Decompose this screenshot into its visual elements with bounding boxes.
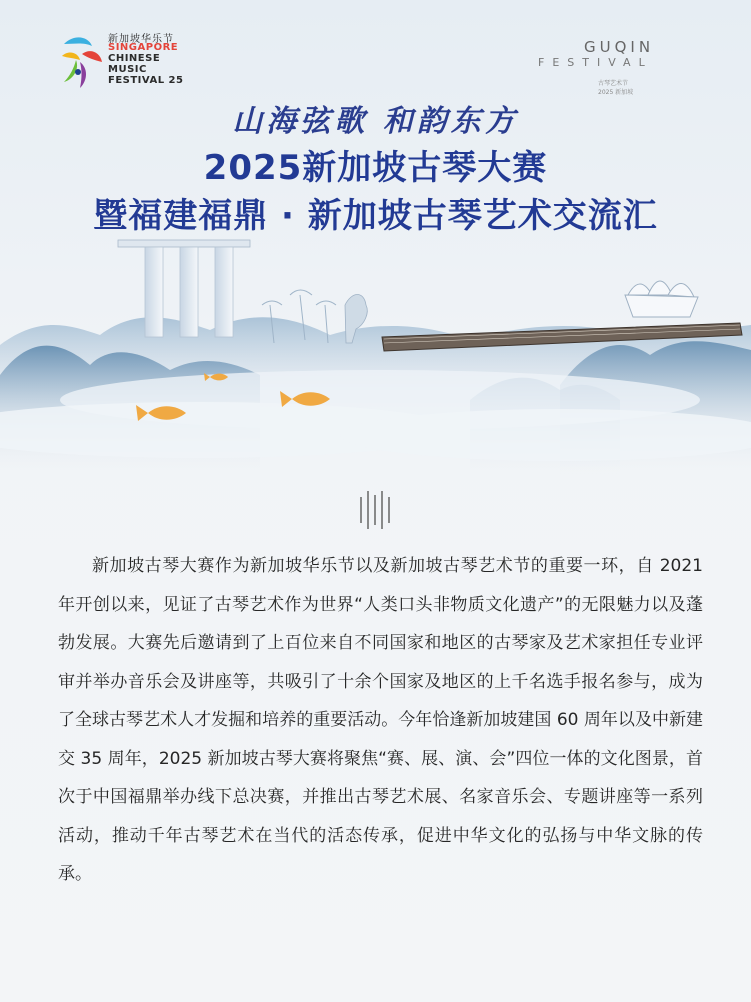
event-title-line-1: 2025新加坡古琴大赛 — [203, 148, 548, 188]
guqin-logo-caption — [598, 78, 633, 96]
landscape-illustration — [0, 225, 751, 475]
festival-name-line: MUSIC — [108, 64, 147, 75]
guqin-festival-logo — [538, 34, 706, 96]
calligraphy-slogan: 山海弦歌 和韵东方 — [232, 104, 519, 139]
guqin-logo-top-word: GUQIN — [584, 38, 655, 56]
festival-chinese-name: 新加坡华乐节 — [108, 34, 174, 45]
guqin-logo-bottom-word: FESTIVAL — [538, 56, 653, 69]
festival-name-line: CHINESE — [108, 53, 161, 64]
guqin-caption-line: 古琴艺术节 — [598, 80, 629, 87]
festival-english-name — [108, 42, 183, 86]
festival-name-line: SINGAPORE — [108, 42, 179, 53]
event-title-line-2: 暨福建福鼎 · 新加坡古琴艺术交流汇 — [93, 196, 658, 236]
festival-name-line: FESTIVAL 25 — [108, 75, 184, 86]
singapore-chinese-music-festival-logo — [58, 28, 198, 94]
guqin-caption-line: 2025 新加坡 — [598, 89, 634, 96]
festival-emblem-icon — [58, 32, 104, 90]
intro-paragraph: 新加坡古琴大赛作为新加坡华乐节以及新加坡古琴艺术节的重要一环，自 2021 年开创以来，见证了古琴艺术作为世界“人类口头非物质文化遗产”的无限魅力以及蓬勃发展。大赛先后邀请到了上百位来自不同国家和地区的古琴家及艺术家担任专业评审并举办音乐会及讲座等，共吸引了十余个国家及地区的上千名选手报名参与，成为了全球古琴艺术人才发掘和培养的重要活动。今年恰逢新加坡建国 60 周年以及中新建交 35 周年，2025 新加坡古琴大赛将聚焦“赛、展、演、会”四位一体的文化图景，首次于中国福鼎举办线下总决赛，并推出古琴艺术展、名家音乐会、专题讲座等一系列活动，推动千年古琴艺术在当代的活态传承，促进中华文化的弘扬与中华文脉的传承。 — [58, 556, 703, 884]
strings-divider-icon — [355, 491, 395, 531]
artscience-museum-icon — [625, 281, 698, 317]
